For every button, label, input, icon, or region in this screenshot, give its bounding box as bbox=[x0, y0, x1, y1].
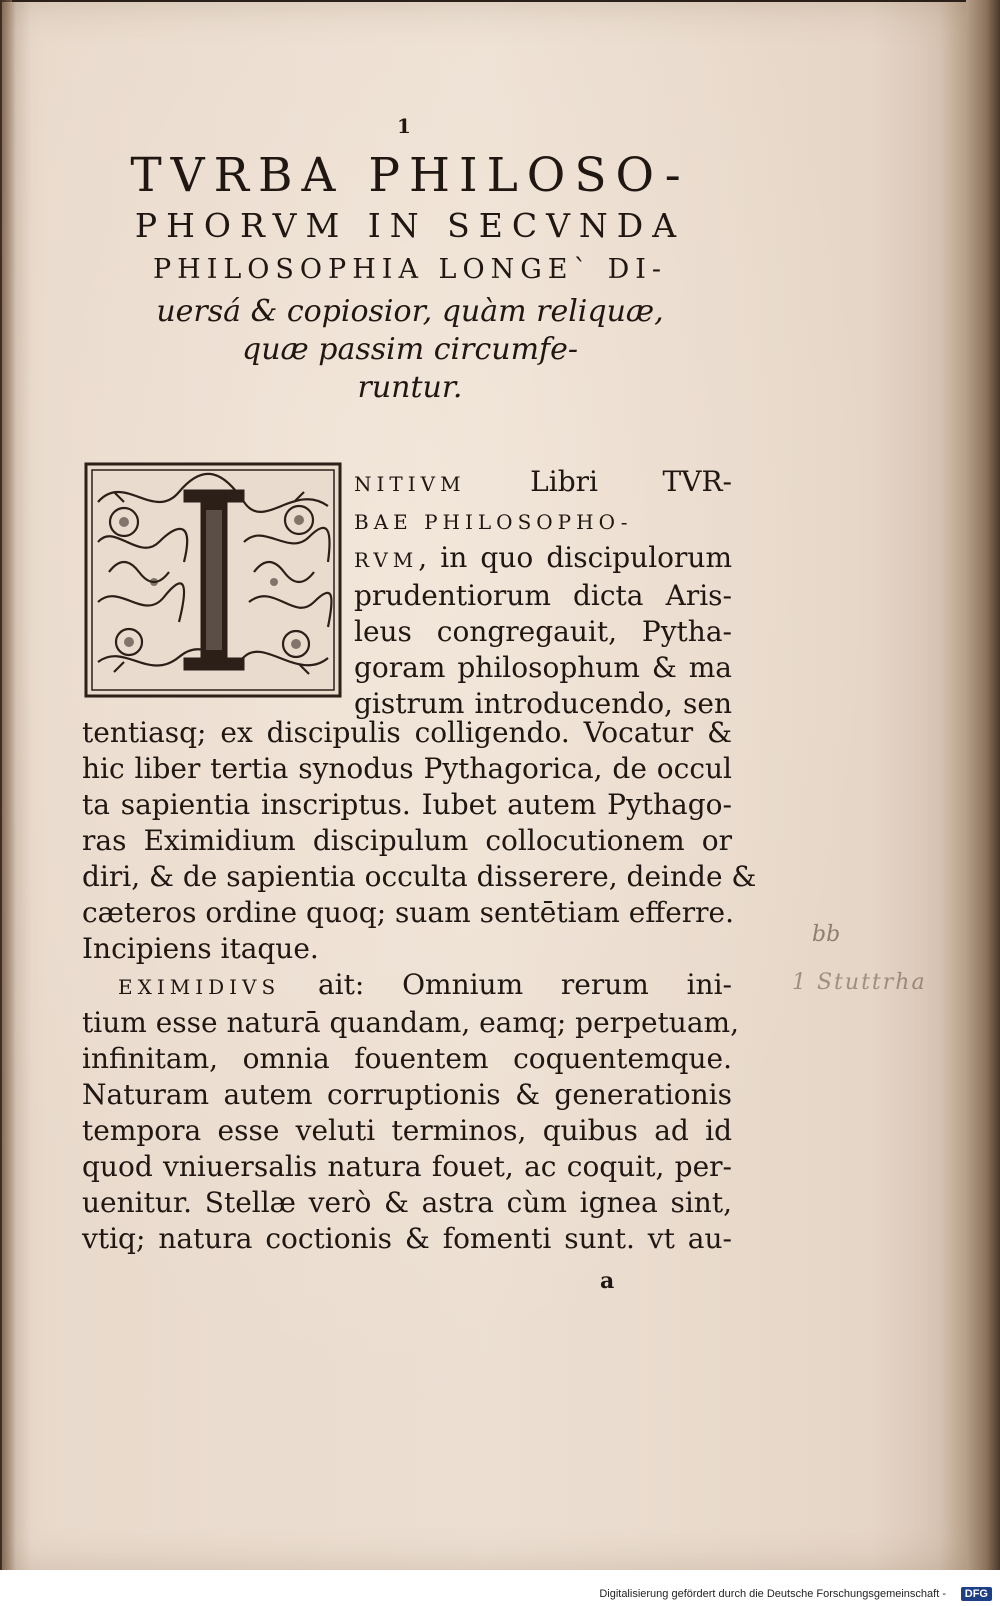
credit-text: Digitalisierung gefördert durch die Deutsche Forschungsgemeinschaft - bbox=[599, 1588, 946, 1600]
text-line: hic liber tertia synodus Pythagorica, de occul bbox=[82, 752, 732, 785]
text-line: diri, & de sapientia occulta disserere, deinde & bbox=[82, 860, 757, 893]
catchword: a bbox=[600, 1268, 615, 1294]
text-line bbox=[354, 502, 732, 540]
credit-bar bbox=[0, 1570, 1000, 1606]
small-caps-word: RVM bbox=[354, 548, 419, 572]
text-line: tentiasq; ex discipulis colligendo. Vocatur & bbox=[82, 716, 732, 749]
text-line: uenitur. Stellæ verò & astra cùm ignea sint, bbox=[82, 1186, 732, 1219]
margin-note: 1 Stuttrha bbox=[792, 970, 927, 995]
text-line: Incipiens itaque. bbox=[82, 932, 319, 965]
text-line: EXIMIDIVS ait: Omnium rerum ini- bbox=[118, 968, 732, 1001]
text-line: RVM, in quo discipulorum bbox=[354, 541, 732, 574]
text-line: goram philosophum & ma bbox=[354, 651, 732, 684]
dfg-logo: DFG bbox=[961, 1587, 992, 1601]
title-line-2: PHORVM IN SECVNDA bbox=[134, 206, 686, 245]
text-line: Naturam autem corruptionis & generationis bbox=[82, 1078, 732, 1111]
small-caps-word: BAE PHILOSOPHO- bbox=[354, 510, 633, 534]
body-text bbox=[82, 715, 757, 1257]
text-line: tium esse naturā quandam, eamq; perpetuam, bbox=[82, 1006, 739, 1039]
text-line: vtiq; natura coctionis & fomenti sunt. vt au- bbox=[82, 1222, 732, 1255]
text-line: gistrum introducendo, sen bbox=[354, 687, 732, 720]
title-italic-line-2: quæ passim circumfe- bbox=[241, 332, 579, 367]
speaker-name: EXIMIDIVS bbox=[118, 975, 281, 999]
first-paragraph-beside-initial bbox=[354, 464, 732, 722]
text-line: ta sapientia inscriptus. Iubet autem Pythago- bbox=[82, 788, 732, 821]
text-line: infinitam, omnia fouentem coquentemque. bbox=[82, 1042, 732, 1075]
text-line: cæteros ordine quoq; suam sentētiam efferre. bbox=[82, 896, 734, 929]
text-line: prudentiorum dicta Aris- bbox=[354, 579, 732, 612]
title-italic-line-3: runtur. bbox=[357, 370, 463, 405]
text-line: leus congregauit, Pytha- bbox=[354, 615, 732, 648]
book-page bbox=[2, 2, 968, 1570]
small-caps-word: NITIVM bbox=[354, 472, 466, 496]
title-italic-line-1: uersá & copiosior, quàm reliquæ, bbox=[156, 294, 664, 329]
text-line: ras Eximidium discipulum collocutionem or bbox=[82, 824, 732, 857]
decorated-initial-i bbox=[84, 462, 342, 698]
page-edge bbox=[966, 0, 1000, 1580]
decorated-initial-graphic bbox=[84, 462, 342, 698]
page-title bbox=[80, 148, 740, 407]
text-line: NITIVM Libri TVR- bbox=[354, 465, 732, 498]
text-line: tempora esse veluti terminos, quibus ad id bbox=[82, 1114, 732, 1147]
title-line-1: TVRBA PHILOSO- bbox=[130, 148, 690, 203]
folio-number: 1 bbox=[397, 114, 411, 138]
title-line-3: PHILOSOPHIA LONGE` DI- bbox=[152, 254, 668, 285]
text-line: quod vniuersalis natura fouet, ac coquit, per- bbox=[82, 1150, 732, 1183]
margin-note: bb bbox=[812, 922, 841, 947]
